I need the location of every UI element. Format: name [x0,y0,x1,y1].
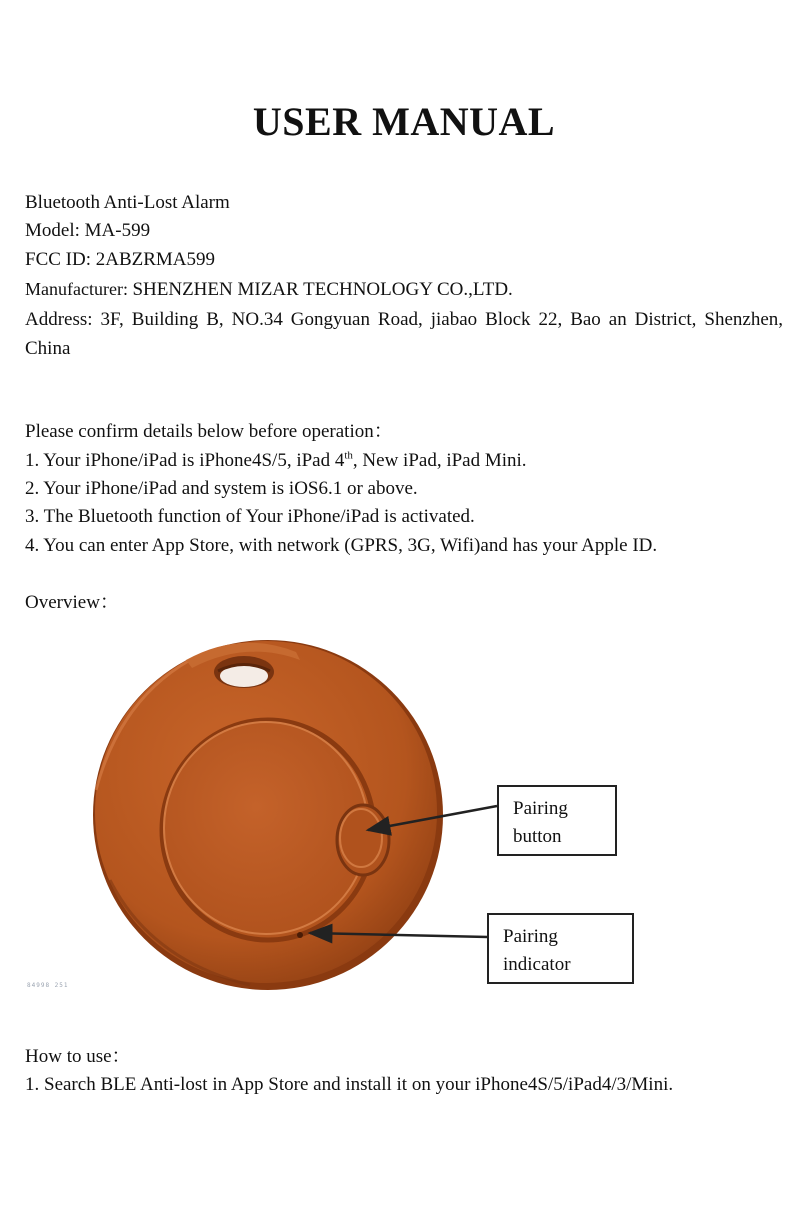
manufacturer-label: Manufacturer: [25,279,133,299]
pairing-indicator-callout [487,913,634,984]
model-number: Model: MA-599 [25,220,151,241]
device-illustration [0,620,808,1010]
pairing-button-shape [337,805,389,875]
pairing-indicator-callout-line-2: indicator [503,954,571,975]
confirm-intro: Please confirm details below before operation： [25,421,393,442]
confirm-item-1 [25,449,527,473]
pairing-button-callout [497,785,617,856]
confirm-item-4: 4. You can enter App Store, with network (GPRS, 3G, Wifi)and has your Apple ID. [25,535,658,556]
ordinal-suffix: th [344,449,353,462]
pairing-button-callout-line-2: button [513,826,562,847]
device-figure [0,620,808,1010]
product-name: Bluetooth Anti-Lost Alarm [25,192,230,213]
model-stamp: 84998 251 [27,982,69,989]
confirm-item-3: 3. The Bluetooth function of Your iPhone/iPad is activated. [25,506,475,527]
pairing-indicator-dot [297,932,303,938]
manufacturer-name: SHENZHEN MIZAR TECHNOLOGY CO.,LTD. [132,279,513,300]
overview-heading: Overview： [25,592,119,613]
pairing-indicator-callout-line-1: Pairing [503,926,558,947]
pairing-button-callout-line-1: Pairing [513,798,568,819]
confirm-item-1-rest: , New iPad, iPad Mini. [352,450,527,471]
confirm-item-2: 2. Your iPhone/iPad and system is iOS6.1 or above. [25,478,418,499]
confirm-item-1-text: 1. Your iPhone/iPad is iPhone4S/5, iPad 4 [25,450,345,471]
document-title: USER MANUAL [252,99,556,144]
how-to-use-heading: How to use： [25,1046,131,1067]
how-to-use-item-1: 1. Search BLE Anti-lost in App Store and install it on your iPhone4S/5/iPad4/3/Mini. [25,1074,674,1095]
address: Address: 3F, Building B, NO.34 Gongyuan Road, jiabao Block 22, Bao an District, Shenzhen, China [25,309,783,359]
fcc-id: FCC ID: 2ABZRMA599 [25,249,216,270]
manufacturer [25,277,513,302]
